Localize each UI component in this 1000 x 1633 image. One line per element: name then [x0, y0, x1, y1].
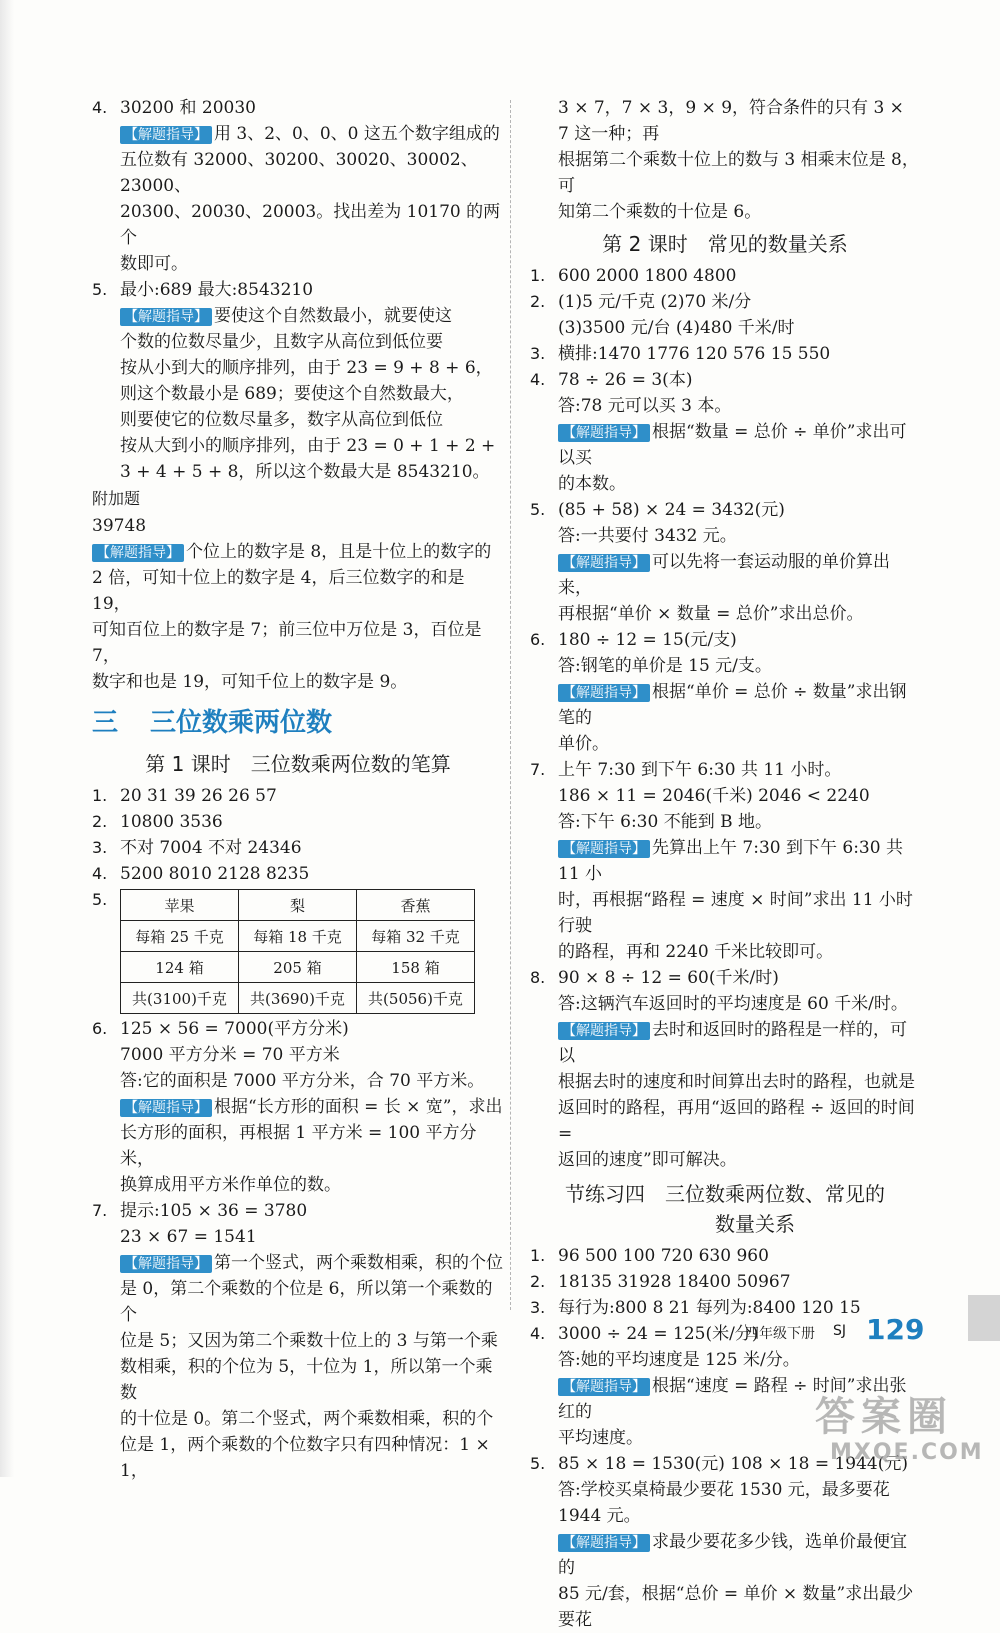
lesson2-q5: 5. (85 + 58) × 24 = 3432(元): [530, 500, 785, 520]
table-header: 苹果: [121, 890, 239, 921]
table-cell: 205 箱: [239, 952, 357, 983]
lesson2-q4: 4. 78 ÷ 26 = 3(本): [530, 370, 693, 390]
guide-q4: 【解题指导】 用 3、2、0、0、0 这五个数字组成的 五位数有 32000、30200、30020、30002、23000、 20300、20030、20003。找出差为 10170 的两个 数即可。: [120, 124, 501, 274]
section4-q4: 4. 3000 ÷ 24 = 125(米/分): [530, 1324, 759, 1344]
table-cell: 每箱 32 千克: [357, 921, 475, 952]
lesson1-q6-lines: 7000 平方分米 = 70 平方米 答:它的面积是 7000 平方分米，合 70 平方米。 【解题指导】 根据“长方形的面积 = 长 × 宽”，求出 长方形的面积，再根据 1 平方米 = 100 平方分米， 换算成用平方米作单位的数。: [120, 1045, 503, 1195]
guide-label: 【解题指导】: [558, 840, 650, 858]
chapter-title: 三 三位数乘两位数: [92, 708, 333, 738]
extra-question-label: 附加题: [92, 489, 141, 508]
lesson2-q3: 3. 横排:1470 1776 120 576 15 550: [530, 344, 831, 364]
fruit-table: [120, 889, 475, 1014]
page-edge-tab: [968, 1295, 1000, 1341]
table-cell: 158 箱: [357, 952, 475, 983]
section4-q5: 5. 85 × 18 = 1530(元) 108 × 18 = 1944(元): [530, 1454, 909, 1474]
table-row: [121, 983, 475, 1014]
table-row: [121, 952, 475, 983]
section4-q2: 2. 18135 31928 18400 50967: [530, 1272, 791, 1292]
table-cell: 共(3100)千克: [121, 983, 239, 1014]
answer-q4: 4. 30200 和 20030: [92, 98, 256, 118]
table-cell: 共(5056)千克: [357, 983, 475, 1014]
guide-label: 【解题指导】: [558, 1378, 650, 1396]
table-cell: 124 箱: [121, 952, 239, 983]
guide-extra: 【解题指导】 个位上的数字是 8，且是十位上的数字的 2 倍，可知十位上的数字是 4，后三位数字的和是 19， 可知百位上的数字是 7；前三位中万位是 3，百位是 7， 数字和也是 19，可知千位上的数字是 9。: [92, 542, 492, 692]
guide-label: 【解题指导】: [92, 544, 184, 562]
guide-label: 【解题指导】: [120, 126, 212, 144]
watermark-url: MXQE.COM: [830, 1440, 984, 1465]
guide-label: 【解题指导】: [120, 308, 212, 326]
guide-label: 【解题指导】: [558, 684, 650, 702]
watermark-logo: 答案圈: [815, 1394, 953, 1440]
lesson2-q6: 6. 180 ÷ 12 = 15(元/支): [530, 630, 737, 650]
right-column: 3 × 7，7 × 3，9 × 9，符合条件的只有 3 × 7 这一种；再 根据第二个乘数十位上的数与 3 相乘末位是 8，可 知第二个乘数的十位是 6。 第 2 课时 常见的数量关系 1. 600 2000 1800 4800 2. (1)5 元/千克 (2)70 米/分 (3)3500 元/台 (4)480 千米/时 3. 横排:1470 1776 120 576 15 550 4. 78 ÷ 26 = 3(本) 答:78 元可以买 3 本。 【解题指导】 根据“数量 = 总价 ÷ 单价”求出可以买 的本数。 5. (85 + 58) × 24 = 3432(元) 答:一共要付 3432 元。 【解题指导】 可以先将一套运动服的单价算出来， 再根据“单价 × 数量 = 总价”求出总价。 6. 180 ÷ 12 = 15(元/支) 答:钢笔的单价是 15 元/支。 【解题指导】 根据“单价 = 总价 ÷ 数量”求出钢笔的 单价。 7. 上午 7:30 到下午 6:30 共 11 小时。 186 × 11 = 2046(千米) 2046 < 2240 答:下午 6:30 不能到 B 地。 【解题指导】 先算出上午 7:30 到下午 6:30 共 11 小 时，再根据“路程 = 速度 × 时间”求出 11 小时行驶 的路程，再和 2240 千米比较即可。 8. 90 × 8 ÷ 12 = 60(千米/时) 答:这辆汽车返回时的平均速度是 60 千米/时。 【解题指导】 去时和返回时的路程是一样的，可以 根据去时的速度和时间算出去时的路程，也就是 返回时的路程，再用“返回的路程 ÷ 返回的时间 = 返回的速度”即可解决。 节练习四 三位数乘两位数、常见的 数量关系 1. 96 500 100 720 630 960 2. 18135 31928 18400 50967 3. 每行为:800 8 21 每列为:8400 120 15 4. 3000 ÷ 24 = 125(米/分) 答:她的平均速度是 125 米/分。 【解题指导】 根据“速度 = 路程 ÷ 时间”求出张红的 平均速度。 5. 85 × 18 = 1530(元) 108 × 18 = 1944(元) 答:学校买桌椅最少要花 1530 元，最多要花 1944 元。 【解题指导】 求最少要花多少钱，选单价最便宜的 85 元/套，根据“总价 = 单价 × 数量”求出最少要花: [530, 95, 920, 1633]
left-column: [92, 95, 504, 1484]
lesson-2-title: 第 2 课时 常见的数量关系: [602, 232, 848, 256]
lesson1-q7-lines: 23 × 67 = 1541 【解题指导】 第一个竖式，两个乘数相乘，积的个位 是 0，第二个乘数的个位是 6，所以第一个乘数的个 位是 5；又因为第二个乘数十位上的 3 与第一个乘 数相乘，积的个位为 5，十位为 1，所以第一个乘数 的十位是 0。第二个竖式，两个乘数相乘，积的个 位是 1，两个乘数的个位数字只有四种情况：1 × 1，: [120, 1227, 503, 1481]
lesson1-q7: 7. 提示:105 × 36 = 3780: [92, 1201, 308, 1221]
table-header: 梨: [239, 890, 357, 921]
answer-q5: 5. 最小:689 最大:8543210: [92, 280, 314, 300]
column-divider: [510, 100, 511, 1310]
table-cell: 每箱 18 千克: [239, 921, 357, 952]
footer-grade: 四年级下册: [745, 1326, 815, 1342]
page-binding-shadow: [0, 0, 14, 1477]
lesson-1-title: 第 1 课时 三位数乘两位数的笔算: [145, 752, 451, 776]
lesson2-q8: 8. 90 × 8 ÷ 12 = 60(千米/时): [530, 968, 779, 988]
table-header: 香蕉: [357, 890, 475, 921]
guide-label: 【解题指导】: [120, 1255, 212, 1273]
page-number: 129: [866, 1313, 925, 1346]
extra-answer: 39748: [92, 516, 147, 536]
guide-label: 【解题指导】: [558, 554, 650, 572]
section4-q1: 1. 96 500 100 720 630 960: [530, 1246, 769, 1266]
lesson1-q6: 6. 125 × 56 = 7000(平方分米): [92, 1019, 349, 1039]
table-row: [121, 921, 475, 952]
guide-label: 【解题指导】: [558, 424, 650, 442]
footer-edition: SJ: [833, 1323, 847, 1339]
table-cell: 每箱 25 千克: [121, 921, 239, 952]
lesson2-q1: 1. 600 2000 1800 4800: [530, 266, 737, 286]
lesson1-q3: 3. 不对 7004 不对 24346: [92, 838, 302, 858]
lesson2-q7: 7. 上午 7:30 到下午 6:30 共 11 小时。: [530, 760, 842, 780]
lesson2-q2: 2. (1)5 元/千克 (2)70 米/分: [530, 292, 752, 312]
table-cell: 共(3690)千克: [239, 983, 357, 1014]
guide-q5: 【解题指导】 要使这个自然数最小，就要使这 个数的位数尽量少，且数字从高位到低位要 按从小到大的顺序排列，由于 23 = 9 + 8 + 6， 则这个数最小是 689；要使这个自然数最大， 则要使它的位数尽量多，数字从高位到低位 按从大到小的顺序排列，由于 23 = 0 + 1 + 2 + 3 + 4 + 5 + 8，所以这个数最大是 8543210。: [120, 306, 496, 482]
lesson1-q2: 2. 10800 3536: [92, 812, 223, 832]
section-4-title: 节练习四 三位数乘两位数、常见的 数量关系: [565, 1182, 885, 1236]
guide-label: 【解题指导】: [120, 1099, 212, 1117]
guide-label: 【解题指导】: [558, 1022, 650, 1040]
q7-continued: 3 × 7，7 × 3，9 × 9，符合条件的只有 3 × 7 这一种；再 根据第二个乘数十位上的数与 3 相乘末位是 8，可 知第二个乘数的十位是 6。: [558, 98, 919, 222]
lesson1-q5: 5. 苹果 梨 香蕉 每箱 25 千克 每箱 18 千克 每箱 32 千克 124 箱 205 箱 158 箱 共(3100)千克 共(3690)千克 共(5056)千克: [92, 887, 504, 1016]
lesson1-q4: 4. 5200 8010 2128 8235: [92, 864, 310, 884]
lesson1-q1: 1. 20 31 39 26 26 57: [92, 786, 277, 806]
section4-q3: 3. 每行为:800 8 21 每列为:8400 120 15: [530, 1298, 861, 1318]
guide-label: 【解题指导】: [558, 1534, 650, 1552]
